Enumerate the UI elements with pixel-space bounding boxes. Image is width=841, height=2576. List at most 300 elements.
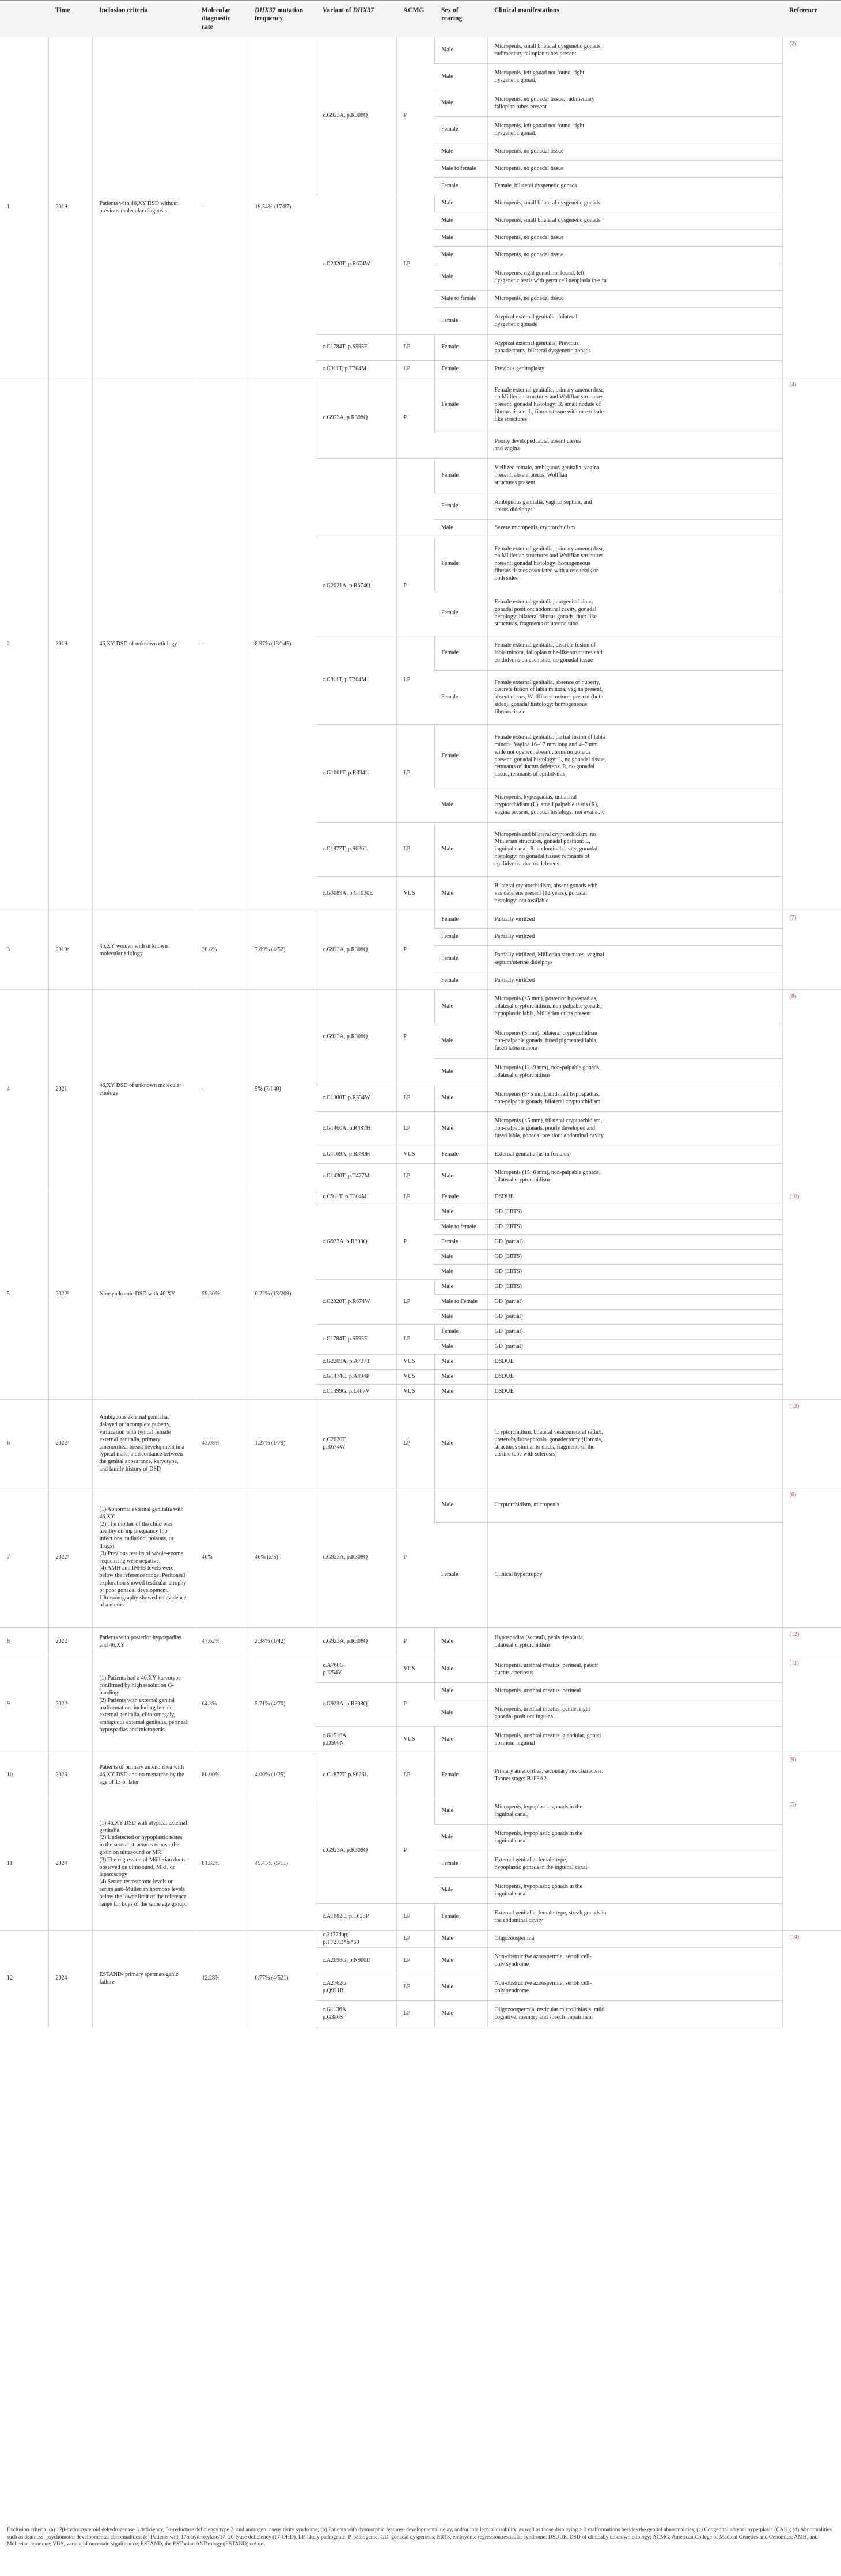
sex-of-rearing: Male to female [434,1220,487,1235]
sex-of-rearing: Male [434,1727,487,1753]
col-header-rate: Molecular diagnostic rate [195,1,248,37]
study-number: 8 [0,1628,48,1656]
inclusion-criteria: (1) Abnormal external genitalia with 46,XY (2) The mother of the child was healthy during pregnancy (no infections, radiation, poisons, or drugs). (3) Previous results of whole-exome sequencing were negative. (4) AMH and INHB levels were below the reference range. Peritoneal exploration showed testicular atrophy or poor gonadal development. Ultrasonography showed no evidence of a uterus [92,1488,195,1628]
col-header-sex: Sex of rearing [434,1,487,37]
clinical-manifestation: GD (ERTS) [487,1250,782,1265]
variant-name: c.G923A, p.R308Q [316,1628,396,1656]
sex-of-rearing: Male [434,1798,487,1825]
acmg-class: P [396,911,434,990]
sex-of-rearing: Male [434,1488,487,1523]
variant-name: c.A2698G, p.N900D [316,1948,396,1974]
sex-of-rearing: Male [434,1370,487,1385]
clinical-manifestation: Micropenis, left gonad not found, right dysgenetic gonad, [487,117,782,143]
clinical-manifestation: Micropenis, hypoplastic gonads in the inguinal canal [487,1878,782,1904]
variant-name: c.C911T, p.T304M [316,361,396,378]
variant-name: c.G1474C, p.A494P [316,1370,396,1385]
col-header-acmg: ACMG [396,1,434,37]
sex-of-rearing: Male [434,1385,487,1400]
diagnostic-rate: 47.62% [195,1628,248,1656]
sex-of-rearing: Female [434,725,487,788]
reference-link[interactable]: (9) [782,1753,841,1798]
sex-of-rearing: Male [434,90,487,117]
clinical-manifestation: Previous genitoplasty [487,361,782,378]
mutation-frequency: 8.97% (13/145) [248,378,316,911]
study-time: 2021 [48,990,92,1190]
study-number: 9 [0,1656,48,1753]
variant-name: c.G923A, p.R308Q [316,1205,396,1280]
clinical-manifestation: Non-obstructive azoospermia, sertoli cell- only syndrome [487,1948,782,1974]
col-header-variant-pre: Variant of [323,7,353,14]
sex-of-rearing: Male [434,823,487,877]
mutation-frequency: 45.45% (5/11) [248,1798,316,1931]
clinical-manifestation: Micropenis (5 mm), bilateral cryptorchidism, non-palpable gonads, fused pigmented labia, fused labia minora [487,1024,782,1059]
clinical-manifestation: Primary amenorrhea, secondary sex characters: Tanner stage: B1P3A2 [487,1753,782,1798]
col-header-clinical: Clinical manifestations [487,1,782,37]
sex-of-rearing: Male [434,1024,487,1059]
clinical-manifestation: Clinical hypertrophy [487,1523,782,1628]
variant-name: c.G1001T, p.R334L [316,725,396,823]
variant-name: c.C1877T, p.S626L [316,823,396,877]
clinical-manifestation: Micropenis (12×9 mm), non-palpable gonads, bilateral cryptorchidism [487,1059,782,1085]
sex-of-rearing: Male [434,990,487,1024]
acmg-class: LP [396,335,434,361]
clinical-manifestation: GD (ERTS) [487,1205,782,1220]
acmg-class: LP [396,361,434,378]
clinical-manifestation: GD (partial) [487,1295,782,1310]
inclusion-criteria: Patients with 46,XY DSD without previous molecular diagnosis [92,37,195,378]
clinical-manifestation: Micropenis, no gonadal tissue, rudimentary fallopian tubes present [487,90,782,117]
acmg-class: P [396,1683,434,1727]
mutation-frequency: 5.71% (4/70) [248,1656,316,1753]
reference-link[interactable]: (12) [782,1628,841,1656]
study-time: 2022ᵇ [48,1190,92,1400]
sex-of-rearing: Male [434,788,487,823]
reference-link[interactable]: (10) [782,1190,841,1400]
study-number: 10 [0,1753,48,1798]
acmg-class: VUS [396,1727,434,1753]
variant-name: c.C1430T, p.T477M [316,1164,396,1190]
acmg-class: LP [396,2001,434,2027]
col-header-variant [316,1,396,37]
sex-of-rearing: Female [434,972,487,990]
sex-of-rearing: Male [434,1656,487,1683]
sex-of-rearing: Male [434,1700,487,1727]
variant-name: c.A1882C, p.T628P [316,1904,396,1931]
sex-of-rearing: Female [434,117,487,143]
table-row [0,1931,841,1948]
variant-name: c.G923A, p.R308Q [316,1488,396,1628]
clinical-manifestation: Female external genitalia, absence of puberty, discrete fusion of labia minora, vagina present, absent uterus, Wolffian structures present (both sides), gonadal histology: homogeneous fibrous tissue [487,671,782,725]
sex-of-rearing: Male [434,64,487,90]
clinical-manifestation: Micropenis, hypoplastic gonads in the inguinal canal, [487,1798,782,1825]
reference-link[interactable]: (6) [782,1488,841,1628]
acmg-class: LP [396,823,434,877]
variant-name: c.G2021A, p.R674Q [316,537,396,636]
variant-name: c.G1460A, p.R487H [316,1112,396,1146]
table-footnote: Exclusion criteria: (a) 17β-hydroxysteroid dehydrogenase 3 deficiency, 5α-reductase deficiency type 2, and androgen insensitivity syndrome; (b) Patients with dysmorphic features, developmental delay, and/or intellectual disability, as well as those displaying > 2 malformations besides the genital abnormalities; (c) Congenital adrenal hyperplasia (CAH); (d) Abnormalities such as deafness, psychomotor developmental abnormalities; (e) Patients with 17α-hydroxylase/17, 20-lyase deficiency (17-OHD). LP, likely pathogenic; P, pathogenic; GD, gonadal dysgenesis; ERTS, embryonic regression testicular syndrome; DSDUE, DSD of clinically unknown etiology; ACMG, American College of Medical Genetics and Genomics; AMH, anti-Müllerian hormone; VUS, variant of uncertain significance; ESTAND, the ESTonian ANDrology (ESTAND) cohort. [7,2526,832,2548]
sex-of-rearing: Female [434,1190,487,1205]
clinical-manifestation: Poorly developed labia, absent uterus and vagina [487,432,782,459]
diagnostic-rate: 40% [195,1488,248,1628]
clinical-manifestation: Bilateral cryptorchidism, absent gonads with vas deferens present (12 years), gonadal histology: not available [487,877,782,911]
sex-of-rearing: Female [434,1851,487,1878]
study-number: 1 [0,37,48,378]
acmg-class: LP [396,195,434,335]
mutation-frequency: 19.54% (17/87) [248,37,316,378]
study-number: 6 [0,1400,48,1488]
sex-of-rearing: Female [434,335,487,361]
inclusion-criteria: 46,XY DSD of unknown etiology [92,378,195,911]
acmg-class: P [396,1628,434,1656]
sex-of-rearing: Female [434,591,487,636]
mutation-frequency: 5% (7/140) [248,990,316,1190]
reference-link[interactable]: (5) [782,1798,841,1931]
clinical-manifestation: Micropenis and bilateral cryptorchidism, no Müllerian structures, gonadal position: L, inguinal canal; R: abdominal cavity, gonadal histology: no gonadal tissue; remnants of epididymis, ductus deferens [487,823,782,877]
acmg-class: P [396,990,434,1085]
table-row [0,911,841,929]
sex-of-rearing: Female [434,1753,487,1798]
acmg-class: LP [396,636,434,725]
mutation-frequency: 6.22% (13/209) [248,1190,316,1400]
inclusion-criteria: (1) 46,XY DSD with atypical external genitalia (2) Undetected or hypoplastic testes in the scrotal structures or near the groin on ultrasound or MRI (3) The regression of Müllerian ducts observed on ultrasound, MRI, or laparoscopy (4) Serum testosterone levels or serum anti-Müllerian hormone levels below the lower limit of the reference range for boys of the same age group. [92,1798,195,1931]
variant-name: c.C1784T, p.S595F [316,335,396,361]
col-header-time: Time [48,1,92,37]
acmg-class: P [396,1488,434,1628]
clinical-manifestation: Micropenis, small bilateral dysgenetic gonads [487,195,782,212]
variant-name: c.C1000T, p.R334W [316,1085,396,1112]
diagnostic-rate: 64.3% [195,1656,248,1753]
clinical-manifestation: External genitalia: female-type, streak gonads in the abdominal cavity [487,1904,782,1931]
sex-of-rearing: Male [434,1205,487,1220]
sex-of-rearing [434,432,487,459]
col-header-number [0,1,48,37]
variant-name: c.G923A, p.R308Q [316,1683,396,1727]
clinical-manifestation: Atypical external genitalia, Previous gonadectomy, bilateral dysgenetic gonads [487,335,782,361]
col-header-frequency-rest: mutation frequency [255,7,304,22]
table-row [0,1400,841,1488]
sex-of-rearing: Male [434,1974,487,2001]
inclusion-criteria: 46,XY DSD of unknown molecular etiology [92,990,195,1190]
acmg-class: LP [396,1325,434,1355]
acmg-class: P [396,378,434,459]
acmg-class: LP [396,1280,434,1325]
clinical-manifestation: GD (partial) [487,1325,782,1340]
acmg-class: LP [396,1085,434,1112]
study-time: 2024 [48,1798,92,1931]
sex-of-rearing: Female [434,1325,487,1340]
clinical-manifestation: Micropenis, hypoplastic gonads in the inguinal canal [487,1825,782,1851]
mutation-frequency: 4.00% (1/25) [248,1753,316,1798]
study-time: 2019ᵃ [48,911,92,990]
variant-name: c.C1877T, p.S626L [316,1753,396,1798]
clinical-manifestation: Partially virilized [487,911,782,929]
table-row [0,1753,841,1798]
acmg-class: LP [396,1931,434,1948]
variant-name: c.G923A, p.R308Q [316,378,396,459]
variant-name: c.A2762G p.Q921R [316,1974,396,2001]
study-number: 3 [0,911,48,990]
clinical-manifestation: Partially virilized [487,929,782,946]
table-header [0,1,841,37]
reference-link[interactable]: (11) [782,1656,841,1753]
clinical-manifestation: Micropenis, right gonad not found, left dysgenetic testis with germ cell neoplasia in-situ [487,264,782,291]
table-row [0,990,841,1024]
variant-name: c.G923A, p.R308Q [316,990,396,1085]
diagnostic-rate: – [195,37,248,378]
study-time: 2019 [48,378,92,911]
sex-of-rearing: Female [434,308,487,335]
variant-name: c.2177dup; p.T727D*fs*60 [316,1931,396,1948]
clinical-manifestation: Atypical external genitalia, bilateral dysgenetic gonads [487,308,782,335]
variant-name: c.G1516A p.D506N [316,1727,396,1753]
sex-of-rearing: Female [434,1523,487,1628]
sex-of-rearing: Male [434,1400,487,1488]
study-time: 2024 [48,1931,92,2027]
clinical-manifestation: External genitalia: female-type, hypoplastic gonads in the inguinal canal, [487,1851,782,1878]
acmg-class: VUS [396,1355,434,1370]
acmg-class: LP [396,1112,434,1146]
clinical-manifestation: Female external genitalia, partial fusion of labia minora, Vagina 16–17 mm long and 4–7 mm wide not opened, absent uterus no gonads present, gonadal histology: L, no gonadal tissue, remnants of ductus deferens; R, no gonadal tissue, remnants of epididymis [487,725,782,788]
reference-link[interactable]: (4) [782,378,841,911]
diagnostic-rate: 81.82% [195,1798,248,1931]
sex-of-rearing: Male [434,37,487,64]
table-row [0,1190,841,1205]
clinical-manifestation: Micropenis (<5 mm), bilateral cryptorchidism, non-palpable gonads, poorly developed and fused labia, gonadal position: abdominal cavity [487,1112,782,1146]
clinical-manifestation: Micropenis, no gonadal tissue [487,230,782,247]
sex-of-rearing: Male [434,1085,487,1112]
sex-of-rearing: Male [434,1164,487,1190]
clinical-manifestation: DSDUE [487,1355,782,1370]
sex-of-rearing: Male [434,264,487,291]
clinical-manifestation: Micropenis, no gonadal tissue [487,161,782,178]
clinical-manifestation: Micropenis, urethral meatus: glandular, gonad position: inguinal [487,1727,782,1753]
clinical-manifestation: Micropenis, small bilateral dysgenetic gonads, rudimentary fallopian tubes present [487,37,782,64]
sex-of-rearing: Male [434,1265,487,1280]
sex-of-rearing: Male [434,1931,487,1948]
col-header-criteria: Inclusion criteria [92,1,195,37]
table-body [0,37,841,2027]
acmg-class [396,459,434,537]
diagnostic-rate: 12.28% [195,1931,248,2027]
sex-of-rearing: Male [434,1340,487,1355]
study-time: 2019 [48,37,92,378]
study-number: 4 [0,990,48,1190]
variant-name: c.G923A, p.R308Q [316,37,396,195]
clinical-manifestation: GD (ERTS) [487,1265,782,1280]
variant-name: c.G1169A, p.R390H [316,1146,396,1164]
col-header-frequency [248,1,316,37]
acmg-class: P [396,1205,434,1280]
study-number: 2 [0,378,48,911]
clinical-manifestation: Micropenis (8×5 mm), midshaft hypospadias, non-palpable gonads, bilateral cryptorchidism [487,1085,782,1112]
study-time: 2022ᵉ [48,1656,92,1753]
acmg-class: LP [396,1400,434,1488]
sex-of-rearing: Male [434,1628,487,1656]
inclusion-criteria: Patients with posterior hypospadias and 46,XY [92,1628,195,1656]
reference-link[interactable]: (2) [782,37,841,378]
sex-of-rearing: Male to female [434,291,487,308]
clinical-manifestation: Partially virilized, Müllerian structures: vaginal septum/uterine didelphys [487,946,782,972]
sex-of-rearing: Male [434,143,487,161]
sex-of-rearing: Female [434,911,487,929]
sex-of-rearing: Male [434,520,487,537]
clinical-manifestation: Micropenis, no gonadal tissue [487,143,782,161]
table-row [0,378,841,432]
diagnostic-rate: – [195,990,248,1190]
sex-of-rearing: Male [434,1355,487,1370]
reference-link[interactable]: (13) [782,1400,841,1488]
clinical-manifestation: Micropenis, urethral meatus: penile, right gonadal position: inguinal [487,1700,782,1727]
acmg-class: LP [396,1974,434,2001]
acmg-class: VUS [396,877,434,911]
sex-of-rearing: Male to female [434,161,487,178]
clinical-manifestation: GD (ERTS) [487,1220,782,1235]
acmg-class: P [396,37,434,195]
sex-of-rearing: Male [434,230,487,247]
diagnostic-rate: 43.08% [195,1400,248,1488]
clinical-manifestation: Non-obstructive azoospermia, sertoli cell- only syndrome [487,1974,782,2001]
variant-name: c.C2020T, p.R674W [316,195,396,335]
clinical-manifestation: GD (partial) [487,1235,782,1250]
clinical-manifestation: Cryptorchidism, micropenis [487,1488,782,1523]
variant-name: c.C911T, p.T304M [316,636,396,725]
sex-of-rearing: Male [434,1250,487,1265]
table-row [0,1628,841,1656]
mutation-frequency: 1.27% (1/79) [248,1400,316,1488]
mutation-frequency: 40% (2/5) [248,1488,316,1628]
variant-name: c.C911T, p.T304M [316,1190,396,1205]
clinical-manifestation: Micropenis, urethral meatus: perineal, patent ductus arteriosus [487,1656,782,1683]
study-time: 2023 [48,1753,92,1798]
clinical-manifestation: Micropenis, small bilateral dysgenetic gonads [487,212,782,230]
clinical-manifestation: Micropenis, hypospadias, unilateral cryptorchidism (L), small palpable testis (R), vagina present, gonadal histology: not available [487,788,782,823]
clinical-manifestation: DSDUE [487,1190,782,1205]
sex-of-rearing: Male [434,212,487,230]
clinical-manifestation: Severe micropenis, cryptorchidism [487,520,782,537]
study-number: 11 [0,1798,48,1931]
inclusion-criteria: Ambiguous external genitalia, delayed or incomplete puberty, virilization with typical female external genitalia, primary amenorrhea, breast development in a typical male, a discordance between the genital appearance, karyotype, and family history of DSD [92,1400,195,1488]
reference-link[interactable]: (14) [782,1931,841,2027]
inclusion-criteria: Nonsyndromic DSD with 46,XY [92,1190,195,1400]
sex-of-rearing: Male [434,2001,487,2027]
clinical-manifestation: Female, bilateral dysgenetic gonads [487,178,782,195]
sex-of-rearing: Female [434,929,487,946]
clinical-manifestation: Oligozoospermia [487,1931,782,1948]
acmg-class: LP [396,1948,434,1974]
study-number: 12 [0,1931,48,2027]
clinical-manifestation: Micropenis (<5 mm), posterior hypospadias, bilateral cryptorchidism, non-palpable gonads, hypoplastic labia, Müllerian ducts present [487,990,782,1024]
inclusion-criteria: ESTAND- primary spermatogenic failure [92,1931,195,2027]
sex-of-rearing: Male [434,195,487,212]
clinical-manifestation: Oligozoospermia, testicular microlithiasis, mild cognitive, memory and speech impairment [487,2001,782,2027]
sex-of-rearing: Female [434,946,487,972]
clinical-manifestation: Hypospadias (scrotal), penis dysplasia, bilateral cryptorchidism [487,1628,782,1656]
clinical-manifestation: Virilized female, ambiguous genitalia, vagina present, absent uterus, Wolffian structures present [487,459,782,493]
clinical-manifestation: Female external genitalia, discrete fusion of labia minora, fallopian tube-like structures and epididymis on each side, no gonadal tissue [487,636,782,671]
diagnostic-rate: 59.30% [195,1190,248,1400]
gene-name: DHX37 [353,7,374,14]
clinical-manifestation: Micropenis (15×6 mm), non-palpable gonads, bilateral cryptorchidism [487,1164,782,1190]
diagnostic-rate: – [195,378,248,911]
sex-of-rearing: Male to Female [434,1295,487,1310]
variant-name: c.G923A, p.R308Q [316,1798,396,1904]
acmg-class: VUS [396,1146,434,1164]
sex-of-rearing: Male [434,1112,487,1146]
acmg-class: P [396,1798,434,1904]
clinical-manifestation: Female external genitalia, primary amenorrhea, no Müllerian structures and Wolffian structures present, gonadal histology: R, small nodule of fibrous tissue; L, fibrous tissue with rare tubule- like structures [487,378,782,432]
acmg-class: VUS [396,1385,434,1400]
reference-link[interactable]: (8) [782,990,841,1190]
sex-of-rearing: Female [434,178,487,195]
acmg-class: VUS [396,1370,434,1385]
sex-of-rearing: Female [434,537,487,591]
clinical-manifestation: Partially virilized [487,972,782,990]
sex-of-rearing: Male [434,877,487,911]
clinical-manifestation: Female external genitalia, primary amenorrhea, no Müllerian structures and Wolffian structures present, gonadal histology: homogeneous fibrous tissues associated with a rete testis on both sides [487,537,782,591]
table-row [0,1656,841,1683]
clinical-manifestation: DSDUE [487,1370,782,1385]
clinical-manifestation: Ambiguous genitalia, vaginal septum, and uterus didelphys [487,493,782,520]
mutation-frequency: 7.69% (4/52) [248,911,316,990]
study-time: 2022ᵈ [48,1488,92,1628]
clinical-manifestation: Micropenis, no gonadal tissue [487,247,782,264]
sex-of-rearing: Male [434,1280,487,1295]
acmg-class: LP [396,1164,434,1190]
acmg-class: LP [396,1904,434,1931]
variant-name: c.G2209A, p.A737T [316,1355,396,1370]
diagnostic-rate: 80.00% [195,1753,248,1798]
variant-name: c.C2020T, p.R674W [316,1400,396,1488]
clinical-manifestation: GD (partial) [487,1340,782,1355]
clinical-manifestation: GD (partial) [487,1310,782,1325]
clinical-manifestation: Micropenis, urethral meatus: perineal [487,1683,782,1700]
sex-of-rearing: Female [434,1904,487,1931]
table-row [0,37,841,64]
sex-of-rearing: Male [434,1948,487,1974]
acmg-class: VUS [396,1656,434,1683]
acmg-class: LP [396,725,434,823]
variant-name: c.C1399G, p.L467V [316,1385,396,1400]
clinical-manifestation: Micropenis, left gonad not found, right dysgenetic gonad, [487,64,782,90]
clinical-manifestation: Micropenis, no gonadal tissue [487,291,782,308]
sex-of-rearing: Male [434,1310,487,1325]
clinical-manifestation: Female external genitalia, urogenital sinus, gonadal position: abdominal cavity, gonadal histology: bilateral fibrous gonads, duct-like structures, fragments of uterine tube [487,591,782,636]
sex-of-rearing: Female [434,361,487,378]
clinical-manifestation: GD (ERTS) [487,1280,782,1295]
diagnostic-rate: 30.8% [195,911,248,990]
clinical-manifestation: External genitalia (as in females) [487,1146,782,1164]
acmg-class: LP [396,1753,434,1798]
reference-link[interactable]: (7) [782,911,841,990]
sex-of-rearing: Male [434,1825,487,1851]
sex-of-rearing: Female [434,671,487,725]
variant-name: c.G3089A, p.G1030E [316,877,396,911]
variant-name [316,459,396,537]
acmg-class: LP [396,1190,434,1205]
clinical-manifestation: Cryptorchidism, bilateral vesicoureteral reflux, ureterohydronephrosis, gonadectomy (fibrosis, structures similar to ducts, fragments of the uterine tube with sclerosis) [487,1400,782,1488]
mutation-frequency: 2.38% (1/42) [248,1628,316,1656]
sex-of-rearing: Female [434,378,487,432]
study-number: 7 [0,1488,48,1628]
variant-name: c.C2020T, p.R674W [316,1280,396,1325]
clinical-manifestation: DSDUE [487,1385,782,1400]
variant-name: c.G1136A p.G386S [316,2001,396,2027]
table-row [0,1488,841,1523]
variant-name: c.C1784T, p.S595F [316,1325,396,1355]
sex-of-rearing: Male [434,1878,487,1904]
study-time: 2022 [48,1628,92,1656]
col-header-reference: Reference [782,1,841,37]
